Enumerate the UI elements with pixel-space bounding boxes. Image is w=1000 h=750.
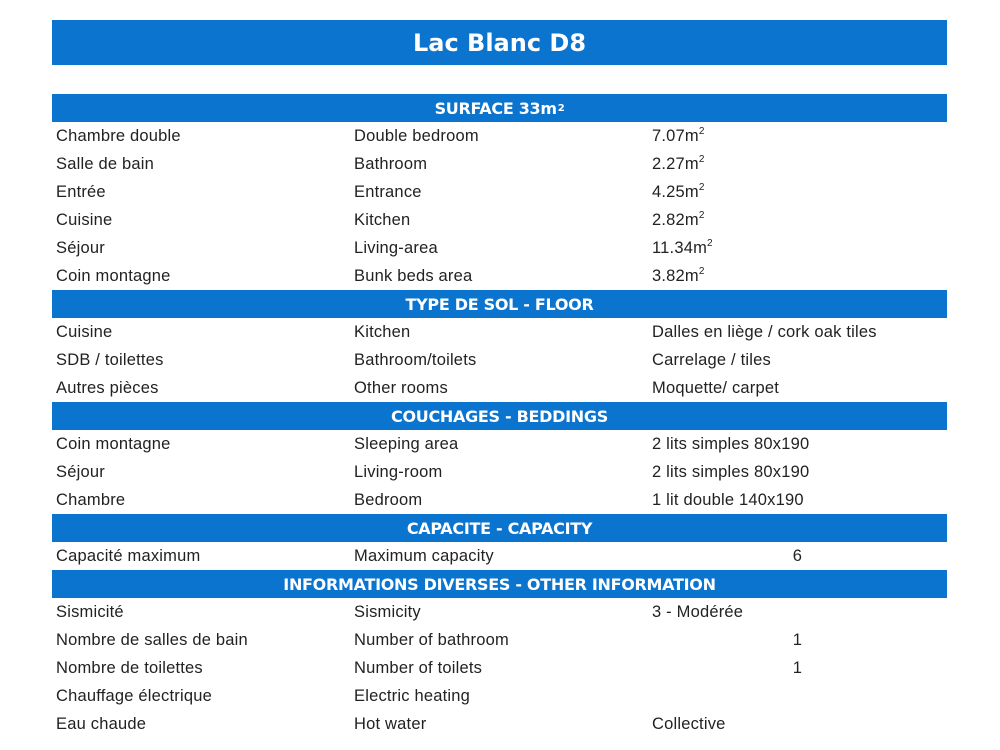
section-title: SURFACE 33m [434,98,557,118]
value-cell [648,238,947,258]
table-row [52,682,947,710]
table-row [52,122,947,150]
value: Carrelage / tiles [652,350,771,369]
unit-superscript: 2 [698,210,705,221]
table-row [52,430,947,458]
table-row [52,150,947,178]
section-title-superscript: 2 [557,102,565,114]
section-title: TYPE DE SOL - FLOOR [405,294,594,314]
value: 3 - Modérée [652,602,744,621]
label-en: Double bedroom [354,126,479,145]
label-fr: Chambre double [56,126,181,145]
table-row [52,626,947,654]
label-en: Bedroom [354,490,423,509]
value: 1 [792,658,803,677]
value: 2 lits simples 80x190 [652,434,810,453]
value-cell [648,210,947,230]
table-row [52,542,947,570]
section-header-beddings [52,402,947,430]
value-cell [648,126,947,146]
label-en: Kitchen [354,322,411,341]
table-row [52,374,947,402]
section-header-other-information [52,570,947,598]
table-row [52,206,947,234]
value: 11.34m [652,239,708,257]
label-fr: Sismicité [56,602,124,621]
value: 2 lits simples 80x190 [652,462,810,481]
label-en: Sleeping area [354,434,459,453]
label-fr: Nombre de toilettes [56,658,203,677]
unit-superscript: 2 [698,266,705,277]
label-fr: Capacité maximum [56,546,201,565]
label-en: Bathroom/toilets [354,350,477,369]
label-en: Hot water [354,714,427,733]
page-title: Lac Blanc D8 [52,20,947,65]
label-fr: Séjour [56,462,105,481]
section-title: INFORMATIONS DIVERSES - OTHER INFORMATION [283,574,716,594]
table-row [52,318,947,346]
table-row [52,346,947,374]
label-en: Number of toilets [354,658,483,677]
table-row [52,598,947,626]
value: Dalles en liège / cork oak tiles [652,322,877,341]
label-fr: Chauffage électrique [56,686,212,705]
value: 3.82m [652,267,699,285]
label-en: Bunk beds area [354,266,473,285]
label-en: Living-room [354,462,443,481]
unit-superscript: 2 [698,126,705,137]
label-fr: Coin montagne [56,434,171,453]
value-cell [648,154,947,174]
label-fr: Cuisine [56,210,113,229]
label-en: Number of bathroom [354,630,509,649]
section-header-capacity [52,514,947,542]
label-en: Other rooms [354,378,448,397]
table-row [52,234,947,262]
table-row [52,486,947,514]
table-row [52,178,947,206]
unit-superscript: 2 [698,154,705,165]
label-fr: SDB / toilettes [56,350,164,369]
info-table [52,94,947,738]
label-fr: Eau chaude [56,714,147,733]
label-fr: Chambre [56,490,126,509]
label-fr: Séjour [56,238,105,257]
value-cell [648,266,947,286]
unit-superscript: 2 [707,238,713,249]
label-fr: Coin montagne [56,266,171,285]
section-header-floor [52,290,947,318]
label-en: Kitchen [354,210,411,229]
section-title: CAPACITE - CAPACITY [406,518,593,538]
value: Moquette/ carpet [652,378,780,397]
label-en: Electric heating [354,686,471,705]
value: 4.25m [652,183,699,201]
label-fr: Nombre de salles de bain [56,630,248,649]
table-row [52,458,947,486]
label-en: Entrance [354,182,422,201]
unit-superscript: 2 [698,182,705,193]
value: 6 [792,546,803,565]
label-en: Maximum capacity [354,546,494,565]
value: 7.07m [652,127,699,145]
label-fr: Autres pièces [56,378,159,397]
value: 2.27m [652,155,699,173]
label-fr: Cuisine [56,322,113,341]
label-en: Sismicity [354,602,421,621]
table-row [52,262,947,290]
section-title: COUCHAGES - BEDDINGS [391,406,608,426]
value: 1 lit double 140x190 [652,490,804,509]
label-en: Living-area [354,238,438,257]
section-header-surface [52,94,947,122]
label-fr: Entrée [56,182,106,201]
table-row [52,710,947,738]
table-row [52,654,947,682]
label-en: Bathroom [354,154,428,173]
value-cell [648,182,947,202]
value: 1 [792,630,803,649]
label-fr: Salle de bain [56,154,155,173]
value: Collective [652,714,726,733]
value: 2.82m [652,211,699,229]
